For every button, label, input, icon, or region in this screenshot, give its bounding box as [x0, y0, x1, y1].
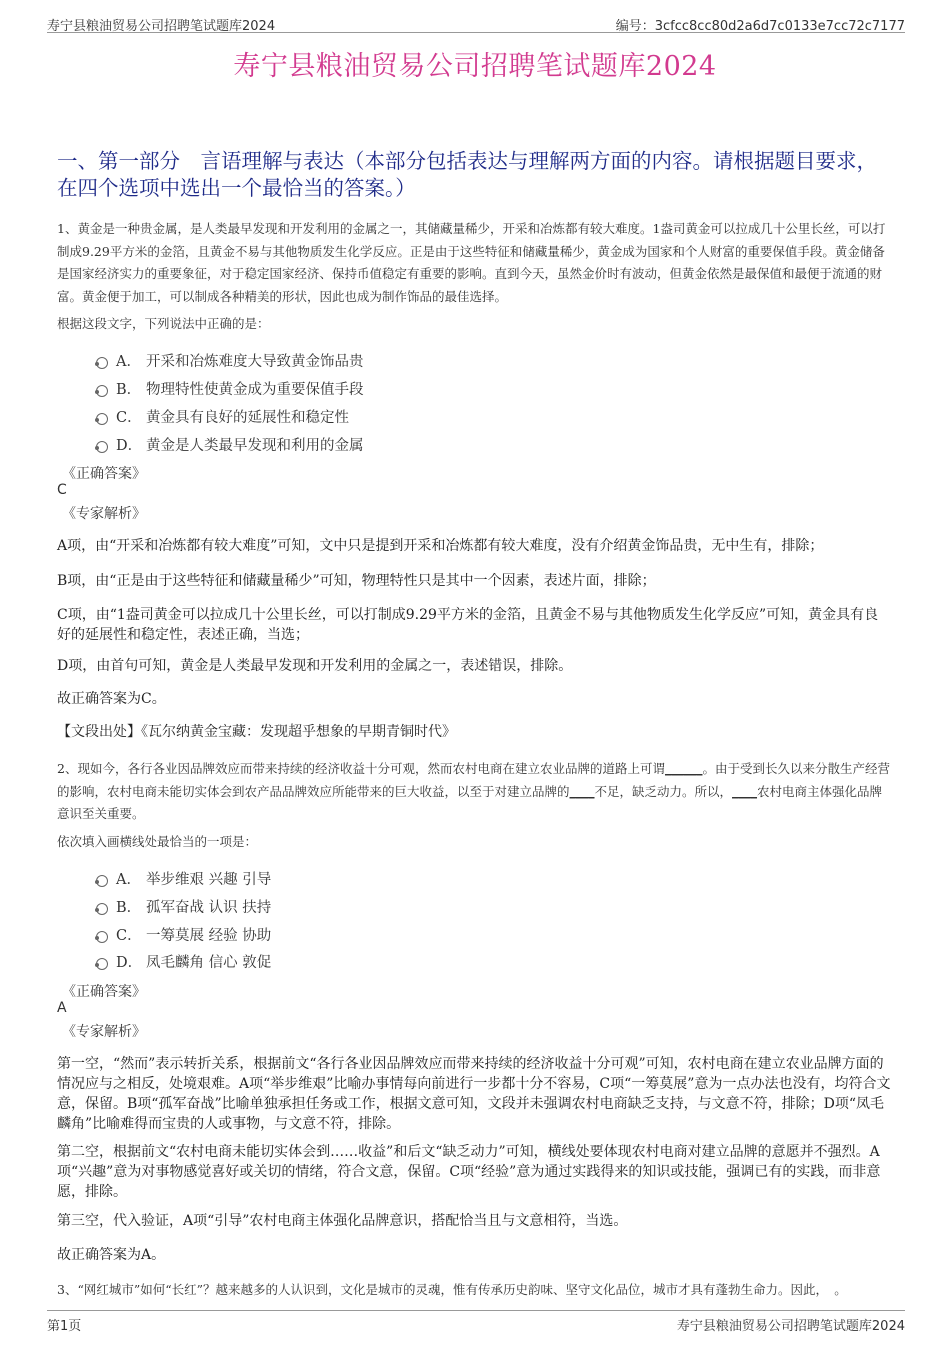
blank-3: ____ [732, 783, 758, 799]
page-header [47, 12, 905, 33]
page-title: 寿宁县粮油贸易公司招聘笔试题库2024 [233, 51, 717, 82]
q2-option-d[interactable]: D． 凤毛麟角 信心 敦促 [96, 951, 271, 972]
page-number: 第1页 [47, 1319, 82, 1334]
q1-final-answer: 故正确答案为C。 [57, 691, 166, 707]
radio-icon[interactable] [96, 875, 108, 887]
q1-source: 【文段出处】《瓦尔纳黄金宝藏：发现超乎想象的早期青铜时代》 [57, 724, 456, 740]
q1-answer-label: 《正确答案》 [62, 466, 146, 482]
footer-doc-title: 寿宁县粮油贸易公司招聘笔试题库2024 [676, 1319, 905, 1334]
q1-option-d[interactable]: D． 黄金是人类最早发现和利用的金属 [96, 434, 364, 455]
radio-icon[interactable] [96, 441, 108, 453]
q2-analysis-blank2: 第二空，根据前文“农村电商未能切实体会到……收益”和后文“缺乏动力”可知，横线处要体现农村电商对建立品牌的意愿并不强烈。A项“兴趣”意为对事物感觉喜好或关切的情绪，符合文意，保留。C项“经验”意为通过实践得来的知识或技能，强调已有的实践，而非意愿，排除。 [57, 1144, 881, 1200]
q3-passage: 3、“网红城市”如何“长红”？越来越多的人认识到，文化是城市的灵魂，惟有传承历史韵味、坚守文化品位，城市才具有蓬勃生命力。因此， 。 [57, 1282, 847, 1297]
q2-option-c[interactable]: C． 一筹莫展 经验 协助 [96, 924, 271, 945]
q1-prompt: 根据这段文字，下列说法中正确的是： [57, 316, 270, 331]
q2-option-b[interactable]: B． 孤军奋战 认识 扶持 [96, 896, 271, 917]
q2-option-a[interactable]: A． 举步维艰 兴趣 引导 [96, 868, 271, 889]
q1-analysis-c: C项，由“1盎司黄金可以拉成几十公里长丝，可以打制成9.29平方米的金箔，且黄金不易与其他物质发生化学反应”可知，黄金具有良好的延展性和稳定性，表述正确，当选； [57, 607, 879, 643]
section-heading: 一、第一部分 言语理解与表达（本部分包括表达与理解两方面的内容。请根据题目要求，在四个选项中选出一个最恰当的答案。） [57, 149, 877, 200]
q2-prompt: 依次填入画横线处最恰当的一项是： [57, 834, 258, 849]
q2-analysis-blank3: 第三空，代入验证，A项“引导”农村电商主体强化品牌意识，搭配恰当且与文意相符，当选。 [57, 1213, 628, 1229]
q1-analysis-label: 《专家解析》 [62, 506, 146, 522]
blank-1: ______ [664, 761, 703, 776]
blank-2: ____ [569, 783, 595, 799]
header-doc-id: 编号：3cfcc8cc80d2a6d7c0133e7cc72c7177 [615, 19, 905, 34]
radio-icon[interactable] [96, 931, 108, 943]
q2-final-answer: 故正确答案为A。 [57, 1247, 166, 1263]
q1-passage: 1、黄金是一种贵金属，是人类最早发现和开发利用的金属之一，其储藏量稀少，开采和冶炼都有较大难度。1盎司黄金可以拉成几十公里长丝，可以打制成9.29平方米的金箔，且黄金不易与其他物质发生化学反应。正是由于这些特征和储藏量稀少，黄金成为国家和个人财富的重要保值手段。黄金储备是国家经济实力的重要象征，对于稳定国家经济、保持币值稳定有重要的影响。直到今天，虽然金价时有波动，但黄金依然是最保值和最便于流通的财富。黄金便于加工，可以制成各种精美的形状，因此也成为制作饰品的最佳选择。 [57, 221, 886, 304]
q2-passage: 2、现如今，各行各业因品牌效应而带来持续的经济收益十分可观，然而农村电商在建立农业品牌的道路上可谓______。由于受到长久以来分散生产经营的影响，农村电商未能切实体会到农产品品牌效应所能带来的巨大收益，以至于对建立品牌的____不足，缺乏动力。所以，____农村电商主体强化品牌意识至关重要。 [57, 761, 890, 821]
radio-icon[interactable] [96, 357, 108, 369]
q2-analysis-blank1: 第一空，“然而”表示转折关系，根据前文“各行各业因品牌效应而带来持续的经济收益十分可观”可知，农村电商在建立农业品牌方面的情况应与之相反，处境艰难。A项“举步维艰”比喻办事情每向前进行一步都十分不容易，C项“一筹莫展”意为一点办法也没有，均符合文意，保留。B项“孤军奋战”比喻单独承担任务或工作，根据文意可知，文段并未强调农村电商缺乏支持，与文意不符，排除；D项“凤毛麟角”比喻难得而宝贵的人或事物，与文意不符，排除。 [57, 1056, 891, 1132]
q2-answer: A [57, 1000, 67, 1016]
page-footer [47, 1310, 905, 1334]
radio-icon[interactable] [96, 413, 108, 425]
radio-icon[interactable] [96, 385, 108, 397]
radio-icon[interactable] [96, 903, 108, 915]
q1-analysis-d: D项，由首句可知，黄金是人类最早发现和开发利用的金属之一，表述错误，排除。 [57, 658, 573, 674]
q1-option-b[interactable]: B． 物理特性使黄金成为重要保值手段 [96, 378, 364, 399]
q2-answer-label: 《正确答案》 [62, 984, 146, 1000]
q1-answer: C [57, 482, 67, 498]
q1-analysis-b: B项，由“正是由于这些特征和储藏量稀少”可知，物理特性只是其中一个因素，表述片面，排除； [57, 573, 656, 589]
header-doc-title: 寿宁县粮油贸易公司招聘笔试题库2024 [47, 19, 276, 34]
radio-icon[interactable] [96, 958, 108, 970]
q1-analysis-a: A项，由“开采和冶炼都有较大难度”可知，文中只是提到开采和冶炼都有较大难度，没有介绍黄金饰品贵，无中生有，排除； [57, 538, 824, 554]
q1-option-c[interactable]: C． 黄金具有良好的延展性和稳定性 [96, 406, 349, 427]
q2-analysis-label: 《专家解析》 [62, 1024, 146, 1040]
q1-option-a[interactable]: A． 开采和冶炼难度大导致黄金饰品贵 [96, 350, 364, 371]
